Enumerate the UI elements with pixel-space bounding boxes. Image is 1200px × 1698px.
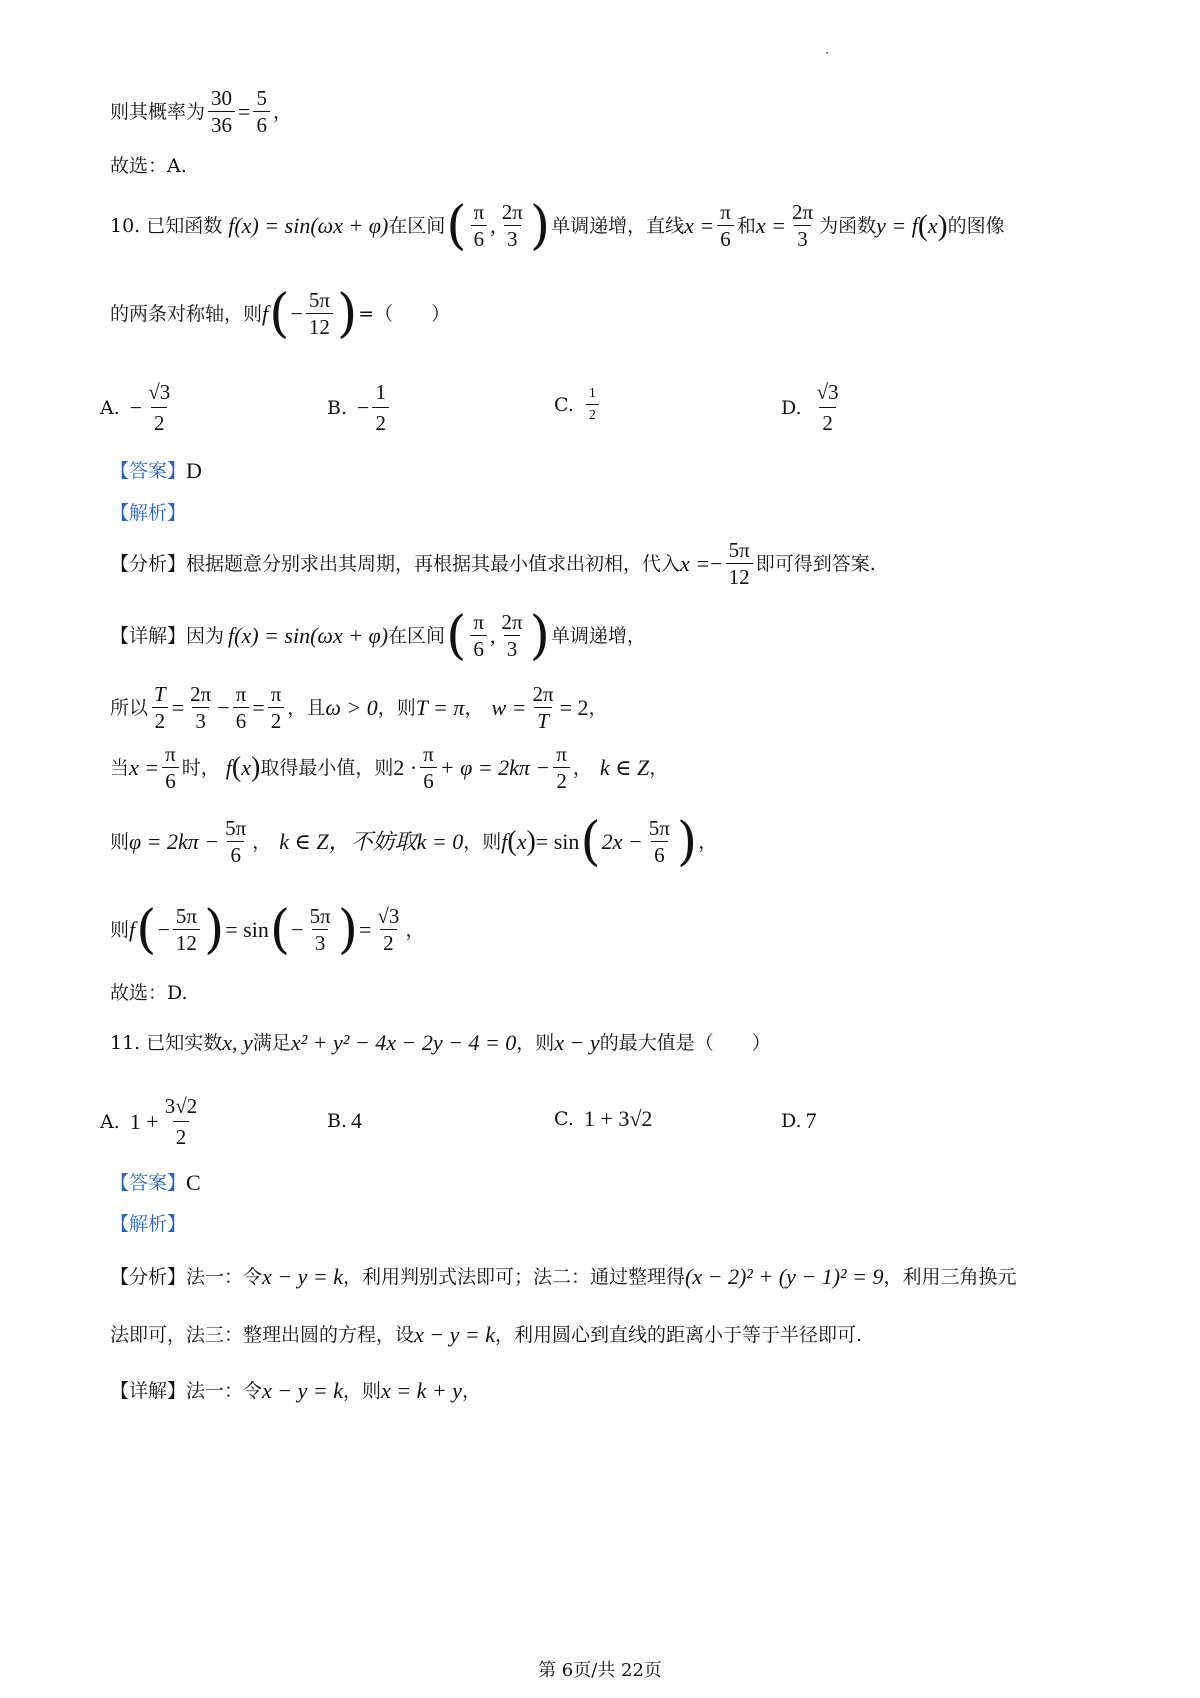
text: ， [462, 1379, 482, 1402]
denominator: 3 [192, 707, 209, 732]
answer-tag: 【答案】 [110, 459, 187, 482]
paren-right: ) [250, 752, 261, 783]
fraction [374, 906, 402, 954]
q11-detail-line1 [110, 1380, 481, 1402]
numerator: 2π [501, 610, 523, 634]
text: ， [464, 696, 484, 719]
numerator: √3 [148, 380, 171, 404]
expr: x = [129, 755, 160, 780]
q10-option-b [327, 380, 392, 436]
q10-detail-line5 [110, 900, 425, 960]
denominator: 6 [420, 767, 437, 792]
denominator: 6 [227, 841, 244, 866]
fenxi-tag: 【分析】 [110, 1265, 187, 1288]
q9-probability-line [110, 88, 292, 136]
expr: φ = 2kπ − [129, 829, 220, 854]
denominator: 6 [717, 225, 734, 250]
expr: x = [684, 213, 715, 238]
expr: x, y [222, 1030, 253, 1055]
numerator: 2π [532, 682, 554, 706]
text: ， [649, 756, 669, 779]
text: ，利用圆心到直线的距离小于等于半径即可. [495, 1323, 863, 1346]
text: 的最大值是（ ） [599, 1031, 771, 1054]
denominator: 3 [312, 929, 329, 954]
denominator: 6 [253, 111, 270, 136]
text: 和 [736, 214, 756, 237]
denominator: 3 [504, 635, 521, 660]
fraction [187, 684, 214, 732]
option-label: B. [327, 397, 348, 419]
numerator: 5 [256, 86, 267, 110]
text: 所以 [110, 696, 149, 719]
function-def: f(x) = sin(ωx + φ) [228, 623, 389, 648]
option-text: 1 + [129, 1109, 159, 1134]
fraction [471, 202, 488, 250]
expr: x = [680, 551, 711, 576]
fraction [208, 88, 235, 136]
answer-value: D [186, 458, 202, 483]
sign: − [357, 395, 370, 420]
var: x [927, 213, 938, 238]
q11-option-c [554, 1106, 652, 1132]
text: ，则 [343, 1379, 382, 1402]
text: ， [698, 830, 718, 853]
denominator: 2 [268, 707, 285, 732]
answer-value: C [186, 1170, 201, 1195]
expr: = sin [225, 917, 269, 942]
blank: =（ ） [358, 302, 451, 325]
numerator: π [556, 742, 567, 766]
q11-answer [110, 1172, 201, 1194]
scan-dot [826, 52, 828, 54]
option-label: A. [100, 397, 120, 419]
text: 根据题意分别求出其周期，再根据其最小值求出初相，代入 [186, 552, 681, 575]
sign: − [129, 395, 143, 420]
fraction [233, 684, 250, 732]
expr: x − y = k [262, 1264, 344, 1289]
text: 即可得到答案. [755, 552, 876, 575]
detail-tag: 【详解】 [110, 1379, 187, 1402]
expr: k = 0 [416, 829, 464, 854]
fraction [162, 1094, 201, 1150]
denominator: 12 [306, 313, 333, 338]
denominator: 2 [173, 1121, 190, 1150]
numerator: 2π [190, 682, 212, 706]
fraction [173, 906, 200, 954]
expr: 2 · [393, 755, 418, 780]
text: ，则 [377, 696, 416, 719]
text: 则 [110, 918, 130, 941]
q10-answer [110, 460, 202, 482]
numerator: T [154, 682, 166, 706]
text: 在区间 [388, 214, 446, 237]
expr: x − y = k [262, 1378, 344, 1403]
question-number: 10. 已知函数 [110, 214, 223, 237]
fraction [372, 380, 389, 436]
numerator: 1 [375, 380, 386, 404]
paren-left: ( [231, 752, 242, 783]
paren-left: ( [580, 812, 601, 872]
denominator: 6 [162, 767, 179, 792]
numerator: π [720, 200, 731, 224]
text: 单调递增， [550, 624, 646, 647]
var: x [516, 829, 527, 854]
paren-left: ( [446, 606, 467, 666]
text: ， [252, 830, 272, 853]
q10-choice-line [110, 984, 188, 1003]
expr: ω > 0 [325, 695, 378, 720]
option-label: A. [100, 1111, 120, 1133]
var: f [129, 917, 136, 942]
denominator: 2 [819, 407, 836, 436]
minus: − [291, 917, 304, 942]
paren-right: ) [676, 812, 698, 872]
paren-right: ) [336, 284, 358, 344]
equals: = [252, 695, 265, 720]
text: 的两条对称轴，则 [110, 302, 263, 325]
paren-left: ( [446, 196, 467, 256]
text: ， [405, 918, 425, 941]
q10-option-d [781, 380, 845, 436]
text: 取得最小值，则 [260, 756, 394, 779]
text: ， [572, 756, 592, 779]
q11-option-a [100, 1094, 203, 1150]
text: 的图像 [947, 214, 1005, 237]
numerator: π [423, 742, 434, 766]
q10-analysis-tag [110, 504, 186, 523]
minus: − [217, 695, 230, 720]
numerator: π [270, 682, 282, 706]
denominator: 6 [233, 707, 250, 732]
fraction [162, 744, 179, 792]
text: 则 [110, 830, 130, 853]
expr: w = [491, 695, 527, 720]
text: 则其概率为 [110, 100, 206, 123]
numerator: √3 [816, 380, 839, 404]
option-text: 7 [805, 1108, 817, 1133]
q11-option-b [327, 1108, 362, 1134]
numerator: 2π [501, 200, 523, 224]
var: f [225, 755, 232, 780]
text: 法一：令 [186, 1265, 263, 1288]
paren-right: ) [529, 606, 550, 666]
numerator: π [165, 742, 176, 766]
q10-option-c [554, 386, 602, 424]
denominator: 3 [794, 225, 811, 250]
fraction [253, 88, 270, 136]
q10-detail-line2 [110, 684, 608, 732]
paren-left: ( [269, 284, 290, 344]
paren-left: ( [507, 826, 517, 857]
analysis-tag: 【解析】 [110, 1213, 187, 1235]
fraction [307, 906, 334, 954]
equation: x² + y² − 4x − 2y − 4 = 0 [290, 1030, 517, 1055]
q10-detail-line3 [110, 744, 668, 792]
numerator: 5π [175, 904, 197, 928]
numerator: √3 [377, 904, 400, 928]
option-label: D. [781, 1110, 802, 1132]
fraction [499, 202, 526, 250]
text: ，则 [463, 830, 502, 853]
fraction [726, 540, 753, 588]
denominator: 6 [471, 225, 488, 250]
option-label: D. [781, 397, 802, 419]
numerator: 2π [792, 200, 814, 224]
minus: − [290, 301, 303, 326]
expr: 2x − [601, 829, 643, 854]
denominator: 2 [151, 407, 168, 436]
q10-line1 [110, 196, 1005, 256]
text: 在区间 [388, 624, 446, 647]
option-text: 4 [351, 1108, 363, 1133]
page-footer: 第 6页/共 22页 [538, 1660, 662, 1681]
paren-right: ) [937, 209, 948, 242]
text: 因为 [186, 624, 225, 647]
denominator: 36 [208, 111, 235, 136]
denominator: 12 [726, 563, 753, 588]
denominator: 6 [470, 635, 487, 660]
denominator: 2 [380, 929, 397, 954]
q10-option-a [100, 380, 176, 436]
numerator: π [235, 682, 247, 706]
denominator: 2 [553, 767, 570, 792]
option-label: B. [327, 1110, 348, 1132]
minus: − [157, 917, 170, 942]
text: 故选：A. [110, 155, 187, 177]
numerator: 5π [308, 288, 330, 312]
text: ，利用判别式法即可；法二：通过整理得 [343, 1265, 686, 1288]
answer-tag: 【答案】 [110, 1171, 187, 1194]
var: x [241, 755, 251, 780]
comma: , [489, 623, 496, 648]
numerator: 5π [309, 904, 331, 928]
fraction [814, 380, 842, 436]
denominator: 6 [651, 841, 668, 866]
q11-fenxi-line1 [110, 1266, 1016, 1288]
fraction [789, 202, 816, 250]
denominator: 12 [173, 929, 200, 954]
fraction [717, 202, 734, 250]
paren-left: ( [917, 209, 928, 242]
q11-analysis-tag [110, 1215, 186, 1234]
var: f [501, 829, 508, 854]
q9-choice-line [110, 157, 187, 176]
text: 为函数 [819, 214, 877, 237]
text: ，且 [287, 696, 326, 719]
fraction [268, 684, 285, 732]
equals: = [238, 99, 251, 124]
option-label: C. [554, 394, 574, 416]
function-def: f(x) = sin(ωx + φ) [228, 213, 389, 238]
numerator: 5π [728, 538, 750, 562]
q10-line2 [110, 284, 451, 344]
text: 满足 [252, 1031, 291, 1054]
expr: x − y [554, 1030, 600, 1055]
option-label: C. [554, 1108, 574, 1130]
paren-right: ) [526, 826, 536, 857]
expr: = sin [535, 829, 580, 854]
denominator: T [534, 707, 552, 732]
fraction [306, 290, 333, 338]
expr: T = π [415, 695, 465, 720]
q11-line1 [110, 1032, 771, 1054]
q10-detail-line1 [110, 606, 646, 666]
q11-fenxi-line2 [110, 1324, 862, 1346]
numerator: 5π [648, 816, 670, 840]
circle-equation: (x − 2)² + (y − 1)² = 9 [685, 1264, 884, 1289]
text: 法一：令 [186, 1379, 263, 1402]
q11-option-d [781, 1108, 817, 1134]
numerator: π [473, 200, 485, 224]
expr: = 2 [559, 695, 589, 720]
denominator: 2 [152, 707, 169, 732]
question-number: 11. 已知实数 [110, 1031, 223, 1054]
text: ， [272, 100, 292, 123]
text: ，则 [516, 1031, 555, 1054]
fraction [646, 818, 673, 866]
analysis-tag: 【解析】 [110, 502, 187, 524]
var: f [262, 301, 269, 326]
fraction [151, 684, 169, 732]
numerator: 30 [211, 86, 233, 110]
denominator: 2 [372, 407, 389, 436]
text: ，利用三角换元 [883, 1265, 1017, 1288]
fraction [553, 744, 570, 792]
denominator: 2 [586, 404, 599, 424]
fraction [529, 684, 556, 732]
numerator: 1 [588, 386, 596, 401]
q10-detail-line4 [110, 812, 718, 872]
option-text: 1 + 3√2 [583, 1106, 653, 1131]
paren-right: ) [529, 196, 551, 256]
fraction [498, 612, 525, 660]
equals: = [358, 917, 372, 942]
expr: y = f [876, 213, 918, 238]
expr: k ∈ Z [599, 755, 650, 780]
minus: − [710, 551, 723, 576]
fraction [470, 612, 487, 660]
numerator: π [473, 610, 484, 634]
q10-fenxi [110, 540, 876, 588]
expr: x − y = k [414, 1322, 496, 1347]
fraction [222, 818, 249, 866]
expr: x = k + y [381, 1378, 463, 1403]
fraction [145, 380, 173, 436]
comma: , [490, 213, 496, 238]
paren-right: ) [337, 900, 358, 960]
numerator: 3√2 [164, 1094, 198, 1118]
text: 当 [110, 756, 130, 779]
expr: x = [755, 213, 786, 238]
paren-left: ( [269, 900, 291, 960]
equals: = [171, 695, 185, 720]
text: ， [588, 696, 608, 719]
paren-right: ) [203, 900, 225, 960]
detail-tag: 【详解】 [110, 624, 187, 647]
text: 故选：D. [110, 982, 188, 1004]
numerator: 5π [225, 816, 247, 840]
text: 法即可，法三：整理出圆的方程，设 [110, 1323, 415, 1346]
fenxi-tag: 【分析】 [110, 552, 187, 575]
expr: + φ = 2kπ − [439, 755, 551, 780]
fraction [420, 744, 437, 792]
text: 单调递增，直线 [551, 214, 685, 237]
denominator: 3 [504, 225, 521, 250]
text: 时， [181, 756, 220, 779]
fraction [586, 386, 599, 424]
paren-left: ( [136, 900, 157, 960]
expr: k ∈ Z，不妨取 [279, 829, 417, 854]
